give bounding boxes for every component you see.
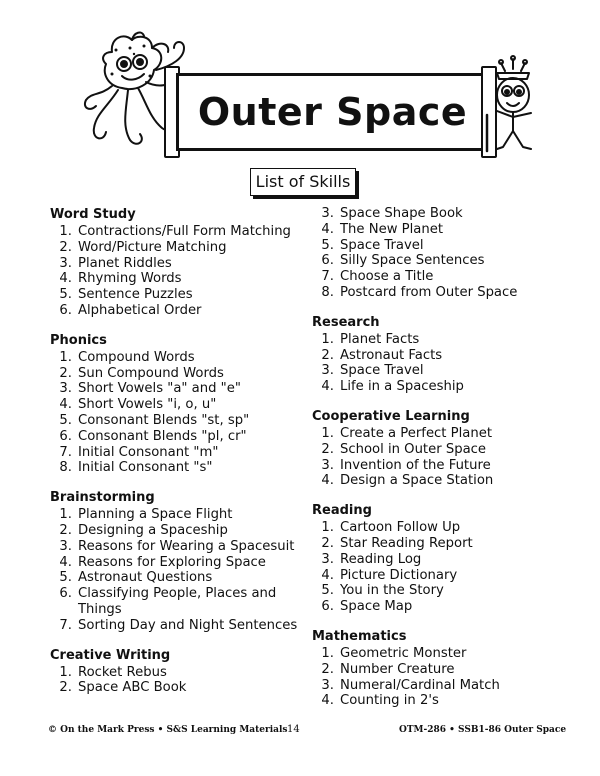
- skill-list: [50, 350, 300, 476]
- item-number: 5.: [59, 287, 72, 303]
- list-item: [50, 240, 300, 256]
- item-number: 3.: [321, 457, 334, 473]
- item-text: Compound Words: [78, 349, 195, 365]
- section-heading: Reading: [312, 503, 372, 519]
- item-number: 2.: [321, 441, 334, 457]
- item-text: Planning a Space Flight: [78, 507, 233, 523]
- item-text: Picture Dictionary: [340, 567, 458, 583]
- item-number: 6.: [59, 428, 72, 444]
- item-text: Contractions/Full Form Matching: [78, 224, 291, 239]
- item-number: 2.: [321, 535, 334, 551]
- item-text: Alphabetical Order: [78, 302, 202, 318]
- list-item: [312, 442, 562, 458]
- skill-section: [312, 502, 562, 615]
- item-text: Numeral/Cardinal Match: [340, 677, 500, 693]
- list-item: [312, 269, 562, 285]
- list-item: [312, 473, 562, 489]
- list-item: [50, 665, 300, 681]
- item-number: 2.: [59, 239, 72, 255]
- item-text: School in Outer Space: [340, 441, 487, 457]
- item-text: Choose a Title: [340, 269, 434, 285]
- section-heading: Cooperative Learning: [312, 408, 470, 424]
- list-item: [312, 583, 562, 599]
- footer-copyright: © On the Mark Press • S&S Learning Materials: [48, 725, 288, 735]
- item-text: Sun Compound Words: [78, 365, 224, 381]
- list-item: [312, 599, 562, 615]
- item-text: Invention of the Future: [340, 457, 491, 473]
- list-item: [312, 253, 562, 269]
- list-item: [50, 287, 300, 303]
- item-number: 2.: [321, 661, 334, 677]
- item-text: Space Travel: [340, 237, 424, 253]
- item-number: 2.: [321, 347, 334, 363]
- item-text: Classifying People, Places and: [78, 586, 277, 602]
- item-number: 4.: [59, 397, 72, 413]
- item-text: You in the Story: [340, 583, 444, 599]
- list-item: [50, 570, 300, 586]
- list-item: [50, 555, 300, 571]
- item-text: Postcard from Outer Space: [340, 284, 518, 300]
- list-item-continuation: Things: [78, 601, 122, 617]
- item-number: 5.: [321, 237, 334, 253]
- list-item: [50, 397, 300, 413]
- page-title: Outer Space: [197, 90, 468, 134]
- item-text: Rhyming Words: [78, 271, 182, 287]
- item-number: 4.: [59, 554, 72, 570]
- item-number: 7.: [59, 617, 72, 633]
- item-text: Astronaut Facts: [340, 347, 443, 363]
- skill-section: [312, 206, 562, 301]
- skill-section: [312, 314, 562, 395]
- list-item: [50, 413, 300, 429]
- item-text: Word/Picture Matching: [78, 239, 227, 255]
- item-number: 3.: [321, 677, 334, 693]
- item-text: Geometric Monster: [340, 645, 467, 661]
- item-text: Space Map: [340, 599, 413, 615]
- item-text: Cartoon Follow Up: [340, 520, 461, 536]
- item-number: 2.: [59, 365, 72, 381]
- list-item: [50, 429, 300, 445]
- skill-list: [50, 665, 300, 697]
- item-number: 7.: [321, 269, 334, 285]
- list-item: [312, 662, 562, 678]
- list-item: [312, 238, 562, 254]
- item-text: Consonant Blends "pl, cr": [78, 428, 247, 444]
- skills-column-right: [312, 206, 562, 722]
- skill-list: [312, 646, 562, 709]
- list-item: [50, 256, 300, 272]
- item-number: 6.: [321, 253, 334, 269]
- list-item: [312, 285, 562, 301]
- item-number: 3.: [321, 551, 334, 567]
- item-number: 5.: [59, 412, 72, 428]
- item-text: Space Shape Book: [340, 206, 463, 221]
- item-number: 4.: [321, 473, 334, 489]
- item-number: 3.: [59, 255, 72, 271]
- item-number: 3.: [321, 206, 334, 221]
- item-number: 7.: [59, 444, 72, 460]
- list-item: [50, 523, 300, 539]
- skill-list: [312, 332, 562, 395]
- item-number: 5.: [59, 570, 72, 586]
- item-number: 3.: [321, 363, 334, 379]
- item-text: Rocket Rebus: [78, 664, 167, 680]
- item-text: The New Planet: [340, 221, 444, 237]
- item-number: 1.: [59, 349, 72, 365]
- list-item: [50, 271, 300, 287]
- item-text: Astronaut Questions: [78, 570, 213, 586]
- item-text: Planet Facts: [340, 331, 420, 347]
- item-text: Initial Consonant "m": [78, 444, 219, 460]
- item-text: Star Reading Report: [340, 535, 473, 551]
- skill-list: [50, 224, 300, 319]
- item-number: 4.: [321, 221, 334, 237]
- skill-list: [312, 206, 562, 301]
- list-item: [312, 693, 562, 709]
- list-item: [50, 303, 300, 319]
- item-text: Number Creature: [340, 661, 455, 677]
- item-text: Create a Perfect Planet: [340, 425, 493, 441]
- item-number: 3.: [59, 381, 72, 397]
- item-text: Space ABC Book: [78, 680, 187, 696]
- item-number: 6.: [321, 599, 334, 615]
- skill-section: [50, 489, 300, 633]
- item-number: 6.: [59, 302, 72, 318]
- item-text: Reasons for Wearing a Spacesuit: [78, 538, 295, 554]
- list-item: [312, 646, 562, 662]
- list-item: [50, 366, 300, 382]
- item-number: 6.: [59, 586, 72, 602]
- item-number: 1.: [321, 645, 334, 661]
- title-banner: [176, 73, 489, 151]
- list-item: [312, 348, 562, 364]
- item-number: 8.: [321, 284, 334, 300]
- list-item: [312, 363, 562, 379]
- list-item: [50, 381, 300, 397]
- item-number: 4.: [59, 271, 72, 287]
- list-item: [312, 206, 562, 222]
- item-number: 1.: [59, 507, 72, 523]
- list-of-skills-heading: List of Skills: [250, 168, 356, 196]
- skill-section: [50, 206, 300, 319]
- skill-section: [50, 332, 300, 476]
- item-number: 8.: [59, 460, 72, 476]
- item-text: Sorting Day and Night Sentences: [78, 617, 298, 633]
- section-heading: Mathematics: [312, 628, 407, 644]
- item-number: 4.: [321, 567, 334, 583]
- skill-section: [312, 628, 562, 709]
- item-text: Space Travel: [340, 363, 424, 379]
- skill-list: [50, 507, 300, 633]
- list-item: [50, 350, 300, 366]
- skill-section: [312, 408, 562, 489]
- list-item: [312, 458, 562, 474]
- item-text: Reasons for Exploring Space: [78, 554, 266, 570]
- item-text: Design a Space Station: [340, 473, 494, 489]
- item-number: 4.: [321, 379, 334, 395]
- item-number: 3.: [59, 538, 72, 554]
- item-text: Planet Riddles: [78, 255, 172, 271]
- skill-list: [312, 520, 562, 615]
- list-item: [50, 539, 300, 555]
- list-item: [312, 520, 562, 536]
- section-heading: Brainstorming: [50, 490, 155, 506]
- item-text: Designing a Spaceship: [78, 522, 228, 538]
- item-number: 1.: [59, 224, 72, 239]
- item-number: 2.: [59, 522, 72, 538]
- item-text: Reading Log: [340, 551, 422, 567]
- item-number: 4.: [321, 693, 334, 709]
- item-number: 5.: [321, 583, 334, 599]
- item-text: Life in a Spaceship: [340, 379, 464, 395]
- page-number: 14: [287, 724, 300, 735]
- list-item: [312, 552, 562, 568]
- list-item: [312, 222, 562, 238]
- list-item: [312, 568, 562, 584]
- item-number: 2.: [59, 680, 72, 696]
- list-item: [312, 379, 562, 395]
- section-heading: Creative Writing: [50, 647, 171, 663]
- list-item: [50, 618, 300, 634]
- skill-section: [50, 647, 300, 697]
- list-item: [312, 678, 562, 694]
- list-item: [312, 332, 562, 348]
- skill-list: [312, 426, 562, 489]
- section-heading: Phonics: [50, 332, 107, 348]
- item-text: Consonant Blends "st, sp": [78, 412, 250, 428]
- list-item: [50, 445, 300, 461]
- item-text: Short Vowels "i, o, u": [78, 397, 217, 413]
- item-number: 1.: [321, 331, 334, 347]
- section-heading: Word Study: [50, 207, 136, 222]
- item-number: 1.: [59, 664, 72, 680]
- item-number: 1.: [321, 520, 334, 536]
- item-text: Counting in 2's: [340, 693, 439, 709]
- list-item: [50, 460, 300, 476]
- list-item: [312, 426, 562, 442]
- item-text: Initial Consonant "s": [78, 460, 213, 476]
- list-item: [50, 507, 300, 523]
- list-item: [50, 680, 300, 696]
- item-text: Short Vowels "a" and "e": [78, 381, 241, 397]
- item-number: 1.: [321, 425, 334, 441]
- section-heading: Research: [312, 314, 380, 330]
- alien-illustration: [483, 55, 543, 155]
- list-item: [312, 536, 562, 552]
- item-text: Silly Space Sentences: [340, 253, 485, 269]
- footer-product-code: OTM-286 • SSB1-86 Outer Space: [399, 725, 567, 735]
- item-text: Sentence Puzzles: [78, 287, 193, 303]
- skills-column-left: [50, 206, 300, 709]
- list-item: [50, 224, 300, 240]
- list-item: [50, 586, 300, 602]
